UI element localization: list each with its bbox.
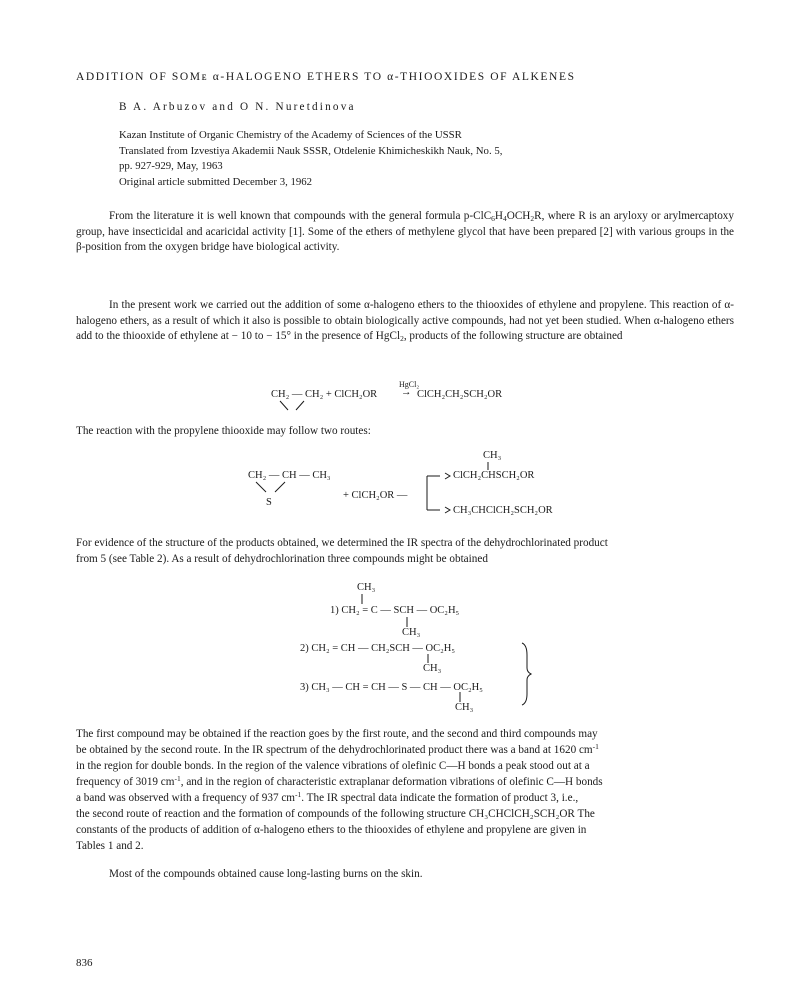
reaction1-arrow: → <box>401 387 412 398</box>
reaction2-arrowhead-bottom <box>445 507 450 513</box>
reaction2-reagent: + ClCH₂OR — <box>343 490 408 501</box>
reaction1-left: CH₂ — CH₂ + ClCH₂OR <box>271 389 378 400</box>
reaction2-reactant: CH₂ — CH — CH₃ <box>248 470 331 481</box>
reaction1-catalyst: HgCl₂ <box>399 380 420 389</box>
closing-sentence: Most of the compounds obtained cause long-lasting burns on the skin. <box>109 868 423 880</box>
discussion-line-4: frequency of 3019 $cm^{-1}$, and in the region of characteristic extraplanar deformation vibrations of olefinic C—H bonds <box>76 774 603 788</box>
discussion-line-7: constants of the products of addition of α-halogeno ethers to the thiooxides of ethylene and propylene are given in <box>76 824 587 836</box>
discussion-line-8: Tables 1 and 2. <box>76 840 144 852</box>
evidence-line-2: from 5 (see Table 2). As a result of dehydrochlorination three compounds might be obtained <box>76 553 488 565</box>
discussion-line-5: a band was observed with a frequency of 937 $cm^{-1}$. The IR spectral data indicate the formation of product 3, i.e., <box>76 790 579 804</box>
translation-source: Translated from Izvestiya Akademii Nauk SSSR, Otdelenie Khimicheskikh Nauk, No. 5, <box>119 144 503 157</box>
reaction2-top-methyl: CH₃ <box>483 450 502 461</box>
discussion-line-1: The first compound may be obtained if the reaction goes by the first route, and the second and third compounds may <box>76 728 598 740</box>
affiliation-institute: Kazan Institute of Organic Chemistry of the Academy of Sciences of the USSR <box>119 129 462 141</box>
page-number: 836 <box>76 957 93 969</box>
compounds-brace <box>522 643 531 705</box>
discussion-line-3: in the region for double bonds. In the region of the valence vibrations of olefinic C—H bonds a peak stood out at a <box>76 760 590 772</box>
compound3-methyl: CH₃ <box>455 702 474 713</box>
propylene-routes-text: The reaction with the propylene thiooxide may follow two routes: <box>76 425 371 437</box>
compound1-methyl: CH₃ <box>402 627 421 638</box>
reaction1-bond-right <box>296 401 304 410</box>
reaction2-arrowhead-top <box>445 473 450 479</box>
reaction2-product-route2: CH₃CHClCH₂SCH₂OR <box>453 505 553 516</box>
discussion-line-2: be obtained by the second route. In the IR spectrum of the dehydrochlorinated product there was a band at 1620 $cm^{-1}$ <box>76 742 599 756</box>
submission-date: Original article submitted December 3, 1962 <box>119 175 313 188</box>
reaction2-bond-right <box>275 482 285 492</box>
pages-date: pp. 927-929, May, 1963 <box>119 160 223 172</box>
reaction1-product: ClCH₂CH₂SCH₂OR <box>417 389 503 400</box>
reaction2-bond-left <box>256 482 266 492</box>
compound1: 1) CH₂ = C — SCH — OC₂H₅ <box>330 605 460 616</box>
reaction1-bond-left <box>280 401 288 410</box>
intro-paragraph-2: In the present work we carried out the addition of some α-halogeno ethers to the thiooxides of ethylene and propylene. This reaction of α-halogeno ethers, as a result of which it also is possible to obtain biologically active compounds, had not yet been studied. When α-halogeno ethers add to the thiooxide of ethylene at − 10 to − 15° in the presence of HgCl$_2$, products of the following structure are obtained <box>76 299 734 343</box>
discussion-line-6: the second route of reaction and the formation of compounds of the following structure CH₃CHClCH₂SCH₂OR The <box>76 808 595 820</box>
article-title: ADDITION OF SOMᴇ α-HALOGENO ETHERS TO α-THIOOXIDES OF ALKENES <box>76 71 576 83</box>
compound3: 3) CH₃ — CH = CH — S — CH — OC₂H₅ <box>300 682 483 693</box>
reaction2-sulfur: S <box>266 497 272 508</box>
compound2-methyl: CH₃ <box>423 663 442 674</box>
reaction2-product-route1: ClCH₂CHSCH₂OR <box>453 470 535 481</box>
intro-paragraph-1: From the literature it is well known that compounds with the general formula $p-ClC_6H_4OCH_2R$, where R is an aryloxy or arylmercaptoxy group, have insecticidal and acaricidal activity [1]. Some of the ethers of methylene glycol that have been prepared [2] with various groups in the β-position from the oxygen bridge have biological activity. <box>76 210 734 253</box>
evidence-line-1: For evidence of the structure of the products obtained, we determined the IR spectra of the dehydrochlorinated product <box>76 537 608 549</box>
compound1-top-methyl: CH₃ <box>357 582 376 593</box>
authors: B A. Arbuzov and O N. Nuretdinova <box>119 101 356 113</box>
compound2: 2) CH₂ = CH — CH₂SCH — OC₂H₅ <box>300 643 456 654</box>
